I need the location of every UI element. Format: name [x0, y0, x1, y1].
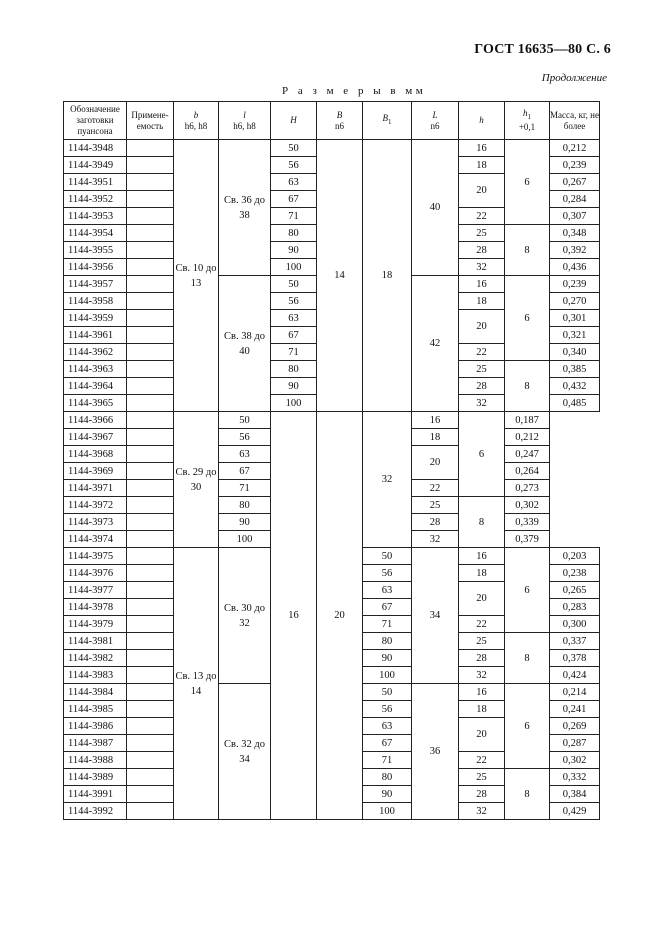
mass-cell: 0,239: [550, 276, 600, 293]
application-cell: [127, 633, 174, 650]
mass-cell: 0,378: [550, 650, 600, 667]
b-cell: Св. 13 до 14: [174, 548, 219, 820]
designation-cell: 1144-3958: [64, 293, 127, 310]
col-L: L n6: [412, 102, 459, 140]
mass-cell: 0,424: [550, 667, 600, 684]
h-cell: 16: [459, 548, 505, 565]
mass-cell: 0,212: [505, 429, 550, 446]
h-cell: 20: [459, 310, 505, 344]
h-cell: 25: [459, 225, 505, 242]
designation-cell: 1144-3954: [64, 225, 127, 242]
h1-cell: 6: [505, 548, 550, 633]
col-b: b h6, h8: [174, 102, 219, 140]
h-cell: 18: [459, 157, 505, 174]
mass-cell: 0,301: [550, 310, 600, 327]
application-cell: [127, 548, 174, 565]
designation-cell: 1144-3952: [64, 191, 127, 208]
h-cell: 20: [459, 582, 505, 616]
h1-cell: 6: [505, 140, 550, 225]
B-cell: 14: [317, 140, 363, 412]
mass-cell: 0,212: [550, 140, 600, 157]
application-cell: [127, 140, 174, 157]
B-cell: 16: [271, 412, 317, 820]
application-cell: [127, 174, 174, 191]
H-cell: 100: [363, 803, 412, 820]
application-cell: [127, 310, 174, 327]
designation-cell: 1144-3948: [64, 140, 127, 157]
H-cell: 63: [219, 446, 271, 463]
application-cell: [127, 718, 174, 735]
h-cell: 18: [459, 565, 505, 582]
mass-cell: 0,337: [550, 633, 600, 650]
designation-cell: 1144-3981: [64, 633, 127, 650]
application-cell: [127, 752, 174, 769]
mass-cell: 0,302: [550, 752, 600, 769]
l-cell: Св. 36 до 38: [219, 140, 271, 276]
col-H: H: [271, 102, 317, 140]
mass-cell: 0,239: [550, 157, 600, 174]
designation-cell: 1144-3956: [64, 259, 127, 276]
H-cell: 100: [271, 259, 317, 276]
mass-cell: 0,265: [550, 582, 600, 599]
H-cell: 50: [271, 140, 317, 157]
h1-cell: 6: [505, 276, 550, 361]
h1-cell: 6: [505, 684, 550, 769]
H-cell: 56: [363, 701, 412, 718]
H-cell: 50: [271, 276, 317, 293]
h-cell: 28: [412, 514, 459, 531]
continuation-label: Продолжение: [541, 72, 607, 84]
application-cell: [127, 735, 174, 752]
designation-cell: 1144-3982: [64, 650, 127, 667]
h-cell: 32: [459, 803, 505, 820]
designation-cell: 1144-3983: [64, 667, 127, 684]
mass-cell: 0,485: [550, 395, 600, 412]
H-cell: 90: [363, 650, 412, 667]
H-cell: 90: [271, 242, 317, 259]
H-cell: 63: [363, 582, 412, 599]
H-cell: 100: [363, 667, 412, 684]
application-cell: [127, 684, 174, 701]
H-cell: 71: [363, 616, 412, 633]
table-row: [64, 412, 600, 429]
L-cell: 40: [412, 140, 459, 276]
mass-cell: 0,273: [505, 480, 550, 497]
H-cell: 56: [271, 157, 317, 174]
H-cell: 80: [219, 497, 271, 514]
l-cell: Св. 32 до 34: [219, 684, 271, 820]
mass-cell: 0,436: [550, 259, 600, 276]
designation-cell: 1144-3988: [64, 752, 127, 769]
application-cell: [127, 327, 174, 344]
h1-cell: 8: [505, 361, 550, 412]
table-header-row: [64, 102, 600, 140]
designation-cell: 1144-3986: [64, 718, 127, 735]
application-cell: [127, 412, 174, 429]
H-cell: 56: [219, 429, 271, 446]
mass-cell: 0,332: [550, 769, 600, 786]
designation-cell: 1144-3965: [64, 395, 127, 412]
designation-cell: 1144-3959: [64, 310, 127, 327]
h-cell: 22: [459, 616, 505, 633]
application-cell: [127, 191, 174, 208]
h-cell: 22: [459, 208, 505, 225]
application-cell: [127, 395, 174, 412]
h1-cell: 8: [505, 225, 550, 276]
application-cell: [127, 157, 174, 174]
dimensions-table: [63, 101, 600, 820]
application-cell: [127, 208, 174, 225]
application-cell: [127, 378, 174, 395]
col-h1: $h_1$ +0,1: [505, 102, 550, 140]
designation-cell: 1144-3962: [64, 344, 127, 361]
designation-cell: 1144-3966: [64, 412, 127, 429]
H-cell: 67: [363, 599, 412, 616]
designation-cell: 1144-3969: [64, 463, 127, 480]
H-cell: 100: [219, 531, 271, 548]
L-cell: 36: [412, 684, 459, 820]
mass-cell: 0,214: [550, 684, 600, 701]
designation-cell: 1144-3984: [64, 684, 127, 701]
H-cell: 63: [271, 310, 317, 327]
application-cell: [127, 480, 174, 497]
col-B: B n6: [317, 102, 363, 140]
h-cell: 16: [459, 140, 505, 157]
designation-cell: 1144-3971: [64, 480, 127, 497]
H-cell: 90: [363, 786, 412, 803]
col-application: Примене- емость: [127, 102, 174, 140]
mass-cell: 0,269: [550, 718, 600, 735]
designation-cell: 1144-3974: [64, 531, 127, 548]
application-cell: [127, 667, 174, 684]
table-row: [64, 140, 600, 157]
application-cell: [127, 701, 174, 718]
designation-cell: 1144-3968: [64, 446, 127, 463]
designation-cell: 1144-3964: [64, 378, 127, 395]
b-cell: Св. 10 до 13: [174, 140, 219, 412]
application-cell: [127, 582, 174, 599]
mass-cell: 0,187: [505, 412, 550, 429]
page-header: ГОСТ 16635—80 С. 6: [474, 42, 611, 57]
application-cell: [127, 599, 174, 616]
designation-cell: 1144-3975: [64, 548, 127, 565]
h1-cell: 6: [459, 412, 505, 497]
H-cell: 50: [363, 684, 412, 701]
col-B1: $B_1$: [363, 102, 412, 140]
mass-cell: 0,267: [550, 174, 600, 191]
mass-cell: 0,283: [550, 599, 600, 616]
h1-cell: 8: [459, 497, 505, 548]
mass-cell: 0,429: [550, 803, 600, 820]
h-cell: 16: [459, 276, 505, 293]
h-cell: 28: [459, 378, 505, 395]
H-cell: 63: [271, 174, 317, 191]
h1-cell: 8: [505, 633, 550, 684]
l-cell: Св. 30 до 32: [219, 548, 271, 684]
designation-cell: 1144-3957: [64, 276, 127, 293]
designation-cell: 1144-3978: [64, 599, 127, 616]
application-cell: [127, 514, 174, 531]
H-cell: 67: [219, 463, 271, 480]
h-cell: 25: [459, 361, 505, 378]
designation-cell: 1144-3961: [64, 327, 127, 344]
l-cell: Св. 38 до 40: [219, 276, 271, 412]
col-designation: Обозначение заготовки пуансона: [64, 102, 127, 140]
H-cell: 50: [219, 412, 271, 429]
application-cell: [127, 803, 174, 820]
h-cell: 28: [459, 650, 505, 667]
application-cell: [127, 497, 174, 514]
designation-cell: 1144-3991: [64, 786, 127, 803]
mass-cell: 0,340: [550, 344, 600, 361]
h-cell: 18: [412, 429, 459, 446]
h-cell: 20: [459, 174, 505, 208]
H-cell: 80: [363, 769, 412, 786]
designation-cell: 1144-3963: [64, 361, 127, 378]
mass-cell: 0,321: [550, 327, 600, 344]
h-cell: 32: [459, 259, 505, 276]
mass-cell: 0,264: [505, 463, 550, 480]
l-cell: Св. 29 до 30: [174, 412, 219, 548]
mass-cell: 0,270: [550, 293, 600, 310]
h1-cell: 8: [505, 769, 550, 820]
mass-cell: 0,238: [550, 565, 600, 582]
h-cell: 25: [459, 633, 505, 650]
mass-cell: 0,432: [550, 378, 600, 395]
designation-cell: 1144-3955: [64, 242, 127, 259]
application-cell: [127, 276, 174, 293]
mass-cell: 0,348: [550, 225, 600, 242]
designation-cell: 1144-3949: [64, 157, 127, 174]
H-cell: 80: [271, 225, 317, 242]
h-cell: 18: [459, 701, 505, 718]
h-cell: 32: [459, 395, 505, 412]
h-cell: 16: [459, 684, 505, 701]
H-cell: 71: [363, 752, 412, 769]
application-cell: [127, 225, 174, 242]
H-cell: 80: [363, 633, 412, 650]
application-cell: [127, 769, 174, 786]
mass-cell: 0,385: [550, 361, 600, 378]
application-cell: [127, 361, 174, 378]
B1-cell: 20: [317, 412, 363, 820]
mass-cell: 0,300: [550, 616, 600, 633]
h-cell: 28: [459, 242, 505, 259]
mass-cell: 0,302: [505, 497, 550, 514]
h-cell: 28: [459, 786, 505, 803]
H-cell: 100: [271, 395, 317, 412]
mass-cell: 0,384: [550, 786, 600, 803]
h-cell: 32: [412, 531, 459, 548]
designation-cell: 1144-3953: [64, 208, 127, 225]
h-cell: 25: [412, 497, 459, 514]
h-cell: 20: [412, 446, 459, 480]
mass-cell: 0,339: [505, 514, 550, 531]
designation-cell: 1144-3979: [64, 616, 127, 633]
application-cell: [127, 344, 174, 361]
H-cell: 63: [363, 718, 412, 735]
designation-cell: 1144-3985: [64, 701, 127, 718]
L-cell: 34: [412, 548, 459, 684]
H-cell: 67: [363, 735, 412, 752]
H-cell: 56: [271, 293, 317, 310]
application-cell: [127, 446, 174, 463]
mass-cell: 0,241: [550, 701, 600, 718]
designation-cell: 1144-3987: [64, 735, 127, 752]
mass-cell: 0,392: [550, 242, 600, 259]
h-cell: 20: [459, 718, 505, 752]
application-cell: [127, 650, 174, 667]
application-cell: [127, 463, 174, 480]
H-cell: 50: [363, 548, 412, 565]
dimensions-caption: Р а з м е р ы в мм: [282, 85, 427, 97]
application-cell: [127, 242, 174, 259]
h-cell: 18: [459, 293, 505, 310]
h-cell: 32: [459, 667, 505, 684]
h-cell: 22: [412, 480, 459, 497]
L-cell: 32: [363, 412, 412, 548]
designation-cell: 1144-3967: [64, 429, 127, 446]
h-cell: 22: [459, 752, 505, 769]
application-cell: [127, 429, 174, 446]
designation-cell: 1144-3977: [64, 582, 127, 599]
designation-cell: 1144-3973: [64, 514, 127, 531]
application-cell: [127, 531, 174, 548]
L-cell: 42: [412, 276, 459, 412]
designation-cell: 1144-3951: [64, 174, 127, 191]
H-cell: 90: [219, 514, 271, 531]
application-cell: [127, 565, 174, 582]
h-cell: 22: [459, 344, 505, 361]
B1-cell: 18: [363, 140, 412, 412]
H-cell: 67: [271, 327, 317, 344]
H-cell: 56: [363, 565, 412, 582]
designation-cell: 1144-3972: [64, 497, 127, 514]
H-cell: 80: [271, 361, 317, 378]
designation-cell: 1144-3989: [64, 769, 127, 786]
designation-cell: 1144-3992: [64, 803, 127, 820]
mass-cell: 0,284: [550, 191, 600, 208]
mass-cell: 0,379: [505, 531, 550, 548]
mass-cell: 0,287: [550, 735, 600, 752]
mass-cell: 0,247: [505, 446, 550, 463]
mass-cell: 0,307: [550, 208, 600, 225]
application-cell: [127, 786, 174, 803]
H-cell: 71: [271, 344, 317, 361]
col-l: l h6, h8: [219, 102, 271, 140]
H-cell: 90: [271, 378, 317, 395]
h-cell: 16: [412, 412, 459, 429]
h-cell: 25: [459, 769, 505, 786]
col-h: h: [459, 102, 505, 140]
H-cell: 71: [219, 480, 271, 497]
application-cell: [127, 616, 174, 633]
H-cell: 67: [271, 191, 317, 208]
mass-cell: 0,203: [550, 548, 600, 565]
H-cell: 71: [271, 208, 317, 225]
designation-cell: 1144-3976: [64, 565, 127, 582]
col-mass: Масса, кг, не более: [550, 102, 600, 140]
application-cell: [127, 293, 174, 310]
application-cell: [127, 259, 174, 276]
